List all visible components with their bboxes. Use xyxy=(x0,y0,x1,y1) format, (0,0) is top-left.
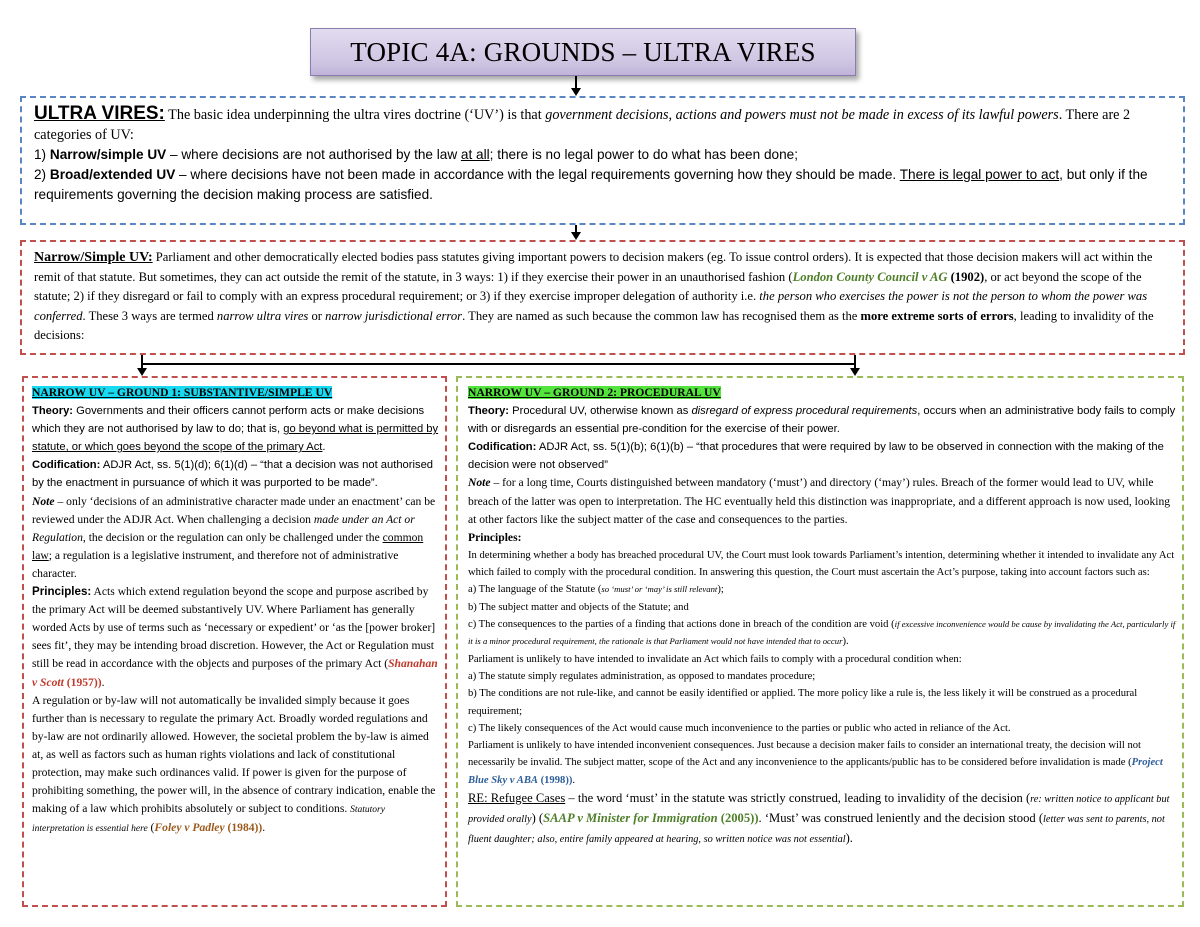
theory-underline: go beyond what is permitted by statute, or which goes beyond the scope of the primary Act xyxy=(32,423,439,454)
principles-text: In determining whether a body has breached procedural UV, the Court must look towards Parliament’s intention, determining whether it intended to invalidate any Act which failed to comply with the procedural condition. In answering this question, the Court must ascertain the Act’s purpose, taking into account factors such as: xyxy=(468,549,1175,579)
ultra-vires-intro-end: . There are 2 categories of UV: xyxy=(34,107,1131,143)
narrow-bold: more extreme sorts of errors xyxy=(860,308,1014,323)
theory-text: Governments and their officers cannot perform acts or make decisions which they are not authorised by law to do; that is, xyxy=(32,405,425,436)
ground2-heading: NARROW UV – GROUND 2: PROCEDURAL UV xyxy=(468,386,721,399)
cat2-underline: There is legal power to act xyxy=(899,167,1060,182)
case-year: (1902) xyxy=(947,269,985,284)
case-name: SAAP v Minister for Immigration xyxy=(543,811,718,825)
note-underline: common law xyxy=(32,530,424,562)
ground2-box xyxy=(456,376,1184,907)
unlikely1: Parliament is unlikely to have intended to invalidate an Act which fails to comply with a procedural condition when: xyxy=(468,653,962,665)
refugee-cases-label: RE: Refugee Cases xyxy=(468,791,566,805)
factor-a-end: ); xyxy=(717,584,724,596)
cat1-underline: at all xyxy=(460,147,490,162)
factor-c-end: ). xyxy=(842,636,849,648)
codification-text: ADJR Act, ss. 5(1)(d); 6(1)(d) – “that a decision was not authorised by the enactment in pursuance of which it was purported to be made”. xyxy=(32,459,434,490)
condition-b: b) The conditions are not rule-like, and cannot be easily identified or applied. The more policy like a rule is, the less likely it will be construed as a procedural requirement; xyxy=(468,688,1138,717)
arrow-down-icon xyxy=(137,355,147,376)
arrow-down-icon xyxy=(571,76,581,96)
refugee-italic2: letter was sent to parents, not fluent daughter; also, entire family appeared at hearing, so written notice was not essential xyxy=(468,814,1165,845)
condition-c: c) The likely consequences of the Act would cause much inconvenience to the parties or public who acted in reliance of the Act. xyxy=(468,722,1011,734)
case-name: Foley v Padley xyxy=(154,821,225,835)
cat1-text: – where decisions are not authorised by the law xyxy=(166,147,461,162)
ultra-vires-box xyxy=(20,96,1185,225)
note-text2: , the decision or the regulation can only be challenged under the xyxy=(82,530,383,544)
ground1-heading: NARROW UV – GROUND 1: SUBSTANTIVE/SIMPLE UV xyxy=(32,386,333,399)
case-year: (2005)) xyxy=(717,811,759,825)
case-name: Shanahan v Scott xyxy=(32,657,438,689)
theory-label: Theory: xyxy=(32,405,74,418)
case-year: (1957)) xyxy=(63,675,102,689)
cat2-num: 2) xyxy=(34,167,50,182)
refugee-text: – the word ‘must’ in the statute was strictly construed, leading to invalidity of the decision ( xyxy=(565,791,1031,805)
cat2-text: – where decisions have not been made in accordance with the legal requirements governing how they should be made. xyxy=(175,167,900,182)
codification-label: Codification: xyxy=(468,441,537,454)
arrow-down-icon xyxy=(850,355,860,376)
condition-a: a) The statute simply regulates administration, as opposed to mandates procedure; xyxy=(468,670,816,682)
case-year: (1998)) xyxy=(537,774,573,786)
cat1-num: 1) xyxy=(34,147,50,162)
principles-label: Principles: xyxy=(468,530,522,544)
unlikely2: Parliament is unlikely to have intended inconvenient consequences. Just because a decision maker fails to consider an international treaty, the decision will not necessarily be invalid. The subject matter, scope of the Act and any inconvenience to the applicants/public has to be considered before invalidation is made ( xyxy=(468,740,1141,769)
narrow-text6: , leading to invalidity of the decisions: xyxy=(34,308,1154,343)
ground1-para2: A regulation or by-law will not automatically be invalided simply because it goes further than is necessary to regulate the primary Act. Broadly worded regulations and by-law are not ordinarily allowed. However, the societal problem the by-law is aimed at, as well as factors such as human rights violations and lack of constitutional protection, may make such ordinances valid. If power is given for the purpose of prohibiting something, the power will, in the absence of contrary indication, enable the making of a law which prohibits absolutely or subject to conditions. xyxy=(32,693,436,816)
narrow-italic1: the person who exercises the power is not the person to whom the power was conferred xyxy=(34,289,1148,323)
refugee-italic: re: written notice to applicant but provided orally xyxy=(468,794,1170,825)
principles-label: Principles: xyxy=(32,585,92,599)
factor-c: c) The consequences to the parties of a finding that actions done in breach of the condition are void ( xyxy=(468,619,895,631)
note-text1: – only ‘decisions of an administrative character made under an enactment’ can be reviewed under the ADJR Act. When challenging a decision xyxy=(32,494,436,526)
note-label: Note xyxy=(32,494,55,508)
narrow-italic2: narrow ultra vires xyxy=(216,308,309,323)
theory-text: Procedural UV, otherwise known as xyxy=(509,405,692,418)
theory-label: Theory: xyxy=(468,405,510,418)
case-end: . xyxy=(101,675,105,689)
theory-end: , occurs when an administrative body fails to comply with or disregards an essential pre-condition for the exercise of their power. xyxy=(468,405,1176,436)
factor-a-italic: so ‘must’ or ‘may’ is still relevant xyxy=(601,584,718,595)
narrow-italic3: narrow jurisdictional error xyxy=(325,308,463,323)
case-year: (1984)) xyxy=(224,821,263,835)
case-name: London County Council v AG xyxy=(792,269,948,284)
para2-open: ( xyxy=(147,821,155,835)
title-box xyxy=(310,28,856,76)
factor-a: a) The language of the Statute ( xyxy=(468,584,602,596)
narrow-text2: , or act beyond the scope of the statute; 2) if they disregard or fail to comply with an express procedural requirement; or 3) if they exercise improper delegation of authority i.e. xyxy=(34,269,1142,304)
narrow-text3: . These 3 ways are termed xyxy=(82,308,217,323)
narrow-simple-heading: Narrow/Simple UV: xyxy=(34,250,153,265)
codification-text: ADJR Act, ss. 5(1)(b); 6(1)(b) – “that procedures that were required by law to be observed in connection with the making of the decision were not observed” xyxy=(468,441,1164,472)
page-title: TOPIC 4A: GROUNDS – ULTRA VIRES xyxy=(350,36,816,67)
cat1-label: Narrow/simple UV xyxy=(49,147,167,162)
narrow-simple-box xyxy=(20,240,1185,355)
theory-end: . xyxy=(322,441,326,454)
ground1-box xyxy=(22,376,447,907)
para2-italic: Statutory interpretation is essential here xyxy=(32,805,385,835)
narrow-text5: . They are named as such because the common law has recognised them as the xyxy=(462,308,861,323)
arrow-down-icon xyxy=(571,225,581,240)
connector-line xyxy=(141,363,855,365)
cat1-end: ; there is no legal power to do what has been done; xyxy=(489,147,798,162)
ultra-vires-heading: ULTRA VIRES: xyxy=(34,103,165,124)
case-end: . xyxy=(572,774,576,786)
ultra-vires-intro-italic: government decisions, actions and powers must not be made in excess of its lawful powers xyxy=(545,107,1059,123)
refugee-end: ). xyxy=(845,831,853,845)
narrow-text1: Parliament and other democratically elected bodies pass statutes giving important powers to decision makers (eg. To issue control orders). It is expected that those decision makers will act within the remit of that statute. But sometimes, they can act outside the remit of the statute, in 3 ways: 1) if they exercise their power in an unauthorised fashion ( xyxy=(34,250,1153,284)
case-name: Project Blue Sky v ABA xyxy=(468,757,1163,786)
refugee-close: ) ( xyxy=(531,811,544,825)
factor-c-italic: if excessive inconvenience would be cause by invalidating the Act, particularly if it is a minor procedural requirement, the rationale is that Parliament would not have intended that to occur xyxy=(468,619,1176,647)
cat2-label: Broad/extended UV xyxy=(49,167,176,182)
narrow-text4: or xyxy=(308,308,326,323)
factor-b: b) The subject matter and objects of the Statute; and xyxy=(468,601,689,613)
case-end: . xyxy=(262,821,266,835)
cat2-end: , but only if the requirements governing the decision making process are satisfied. xyxy=(34,167,1148,202)
note-label: Note xyxy=(468,476,491,490)
refugee-text2: . ‘Must’ was construed leniently and the decision stood ( xyxy=(758,811,1044,825)
note-text: – for a long time, Courts distinguished between mandatory (‘must’) and directory (‘may’) rules. Breach of the former would lead to UV, while breach of the latter was open to interpretation. The HC eventually held this distinction was inappropriate, and a different approach is now used, looking at other factors like the subject matter of the case and consequences to the parties. xyxy=(468,476,1171,526)
note-italic: made under an Act or Regulation xyxy=(32,512,415,544)
principles-text: Acts which extend regulation beyond the scope and purpose ascribed by the primary Act will be deemed substantively UV. Where Parliament has generally worded Acts by use of terms such as ‘necessary or expedient’ or ‘as the [power broker] sees fit’, they may be intending broad discretion. However, the Act or Regulation must still be read in accordance with the objects and purposes of the primary Act ( xyxy=(32,585,436,671)
note-text3: ; a regulation is a legislative instrument, and therefore not of administrative character. xyxy=(32,548,399,580)
theory-italic: disregard of express procedural requirements xyxy=(691,405,918,418)
ultra-vires-intro: The basic idea underpinning the ultra vires doctrine (‘UV’) is that xyxy=(164,107,546,123)
codification-label: Codification: xyxy=(32,459,101,472)
